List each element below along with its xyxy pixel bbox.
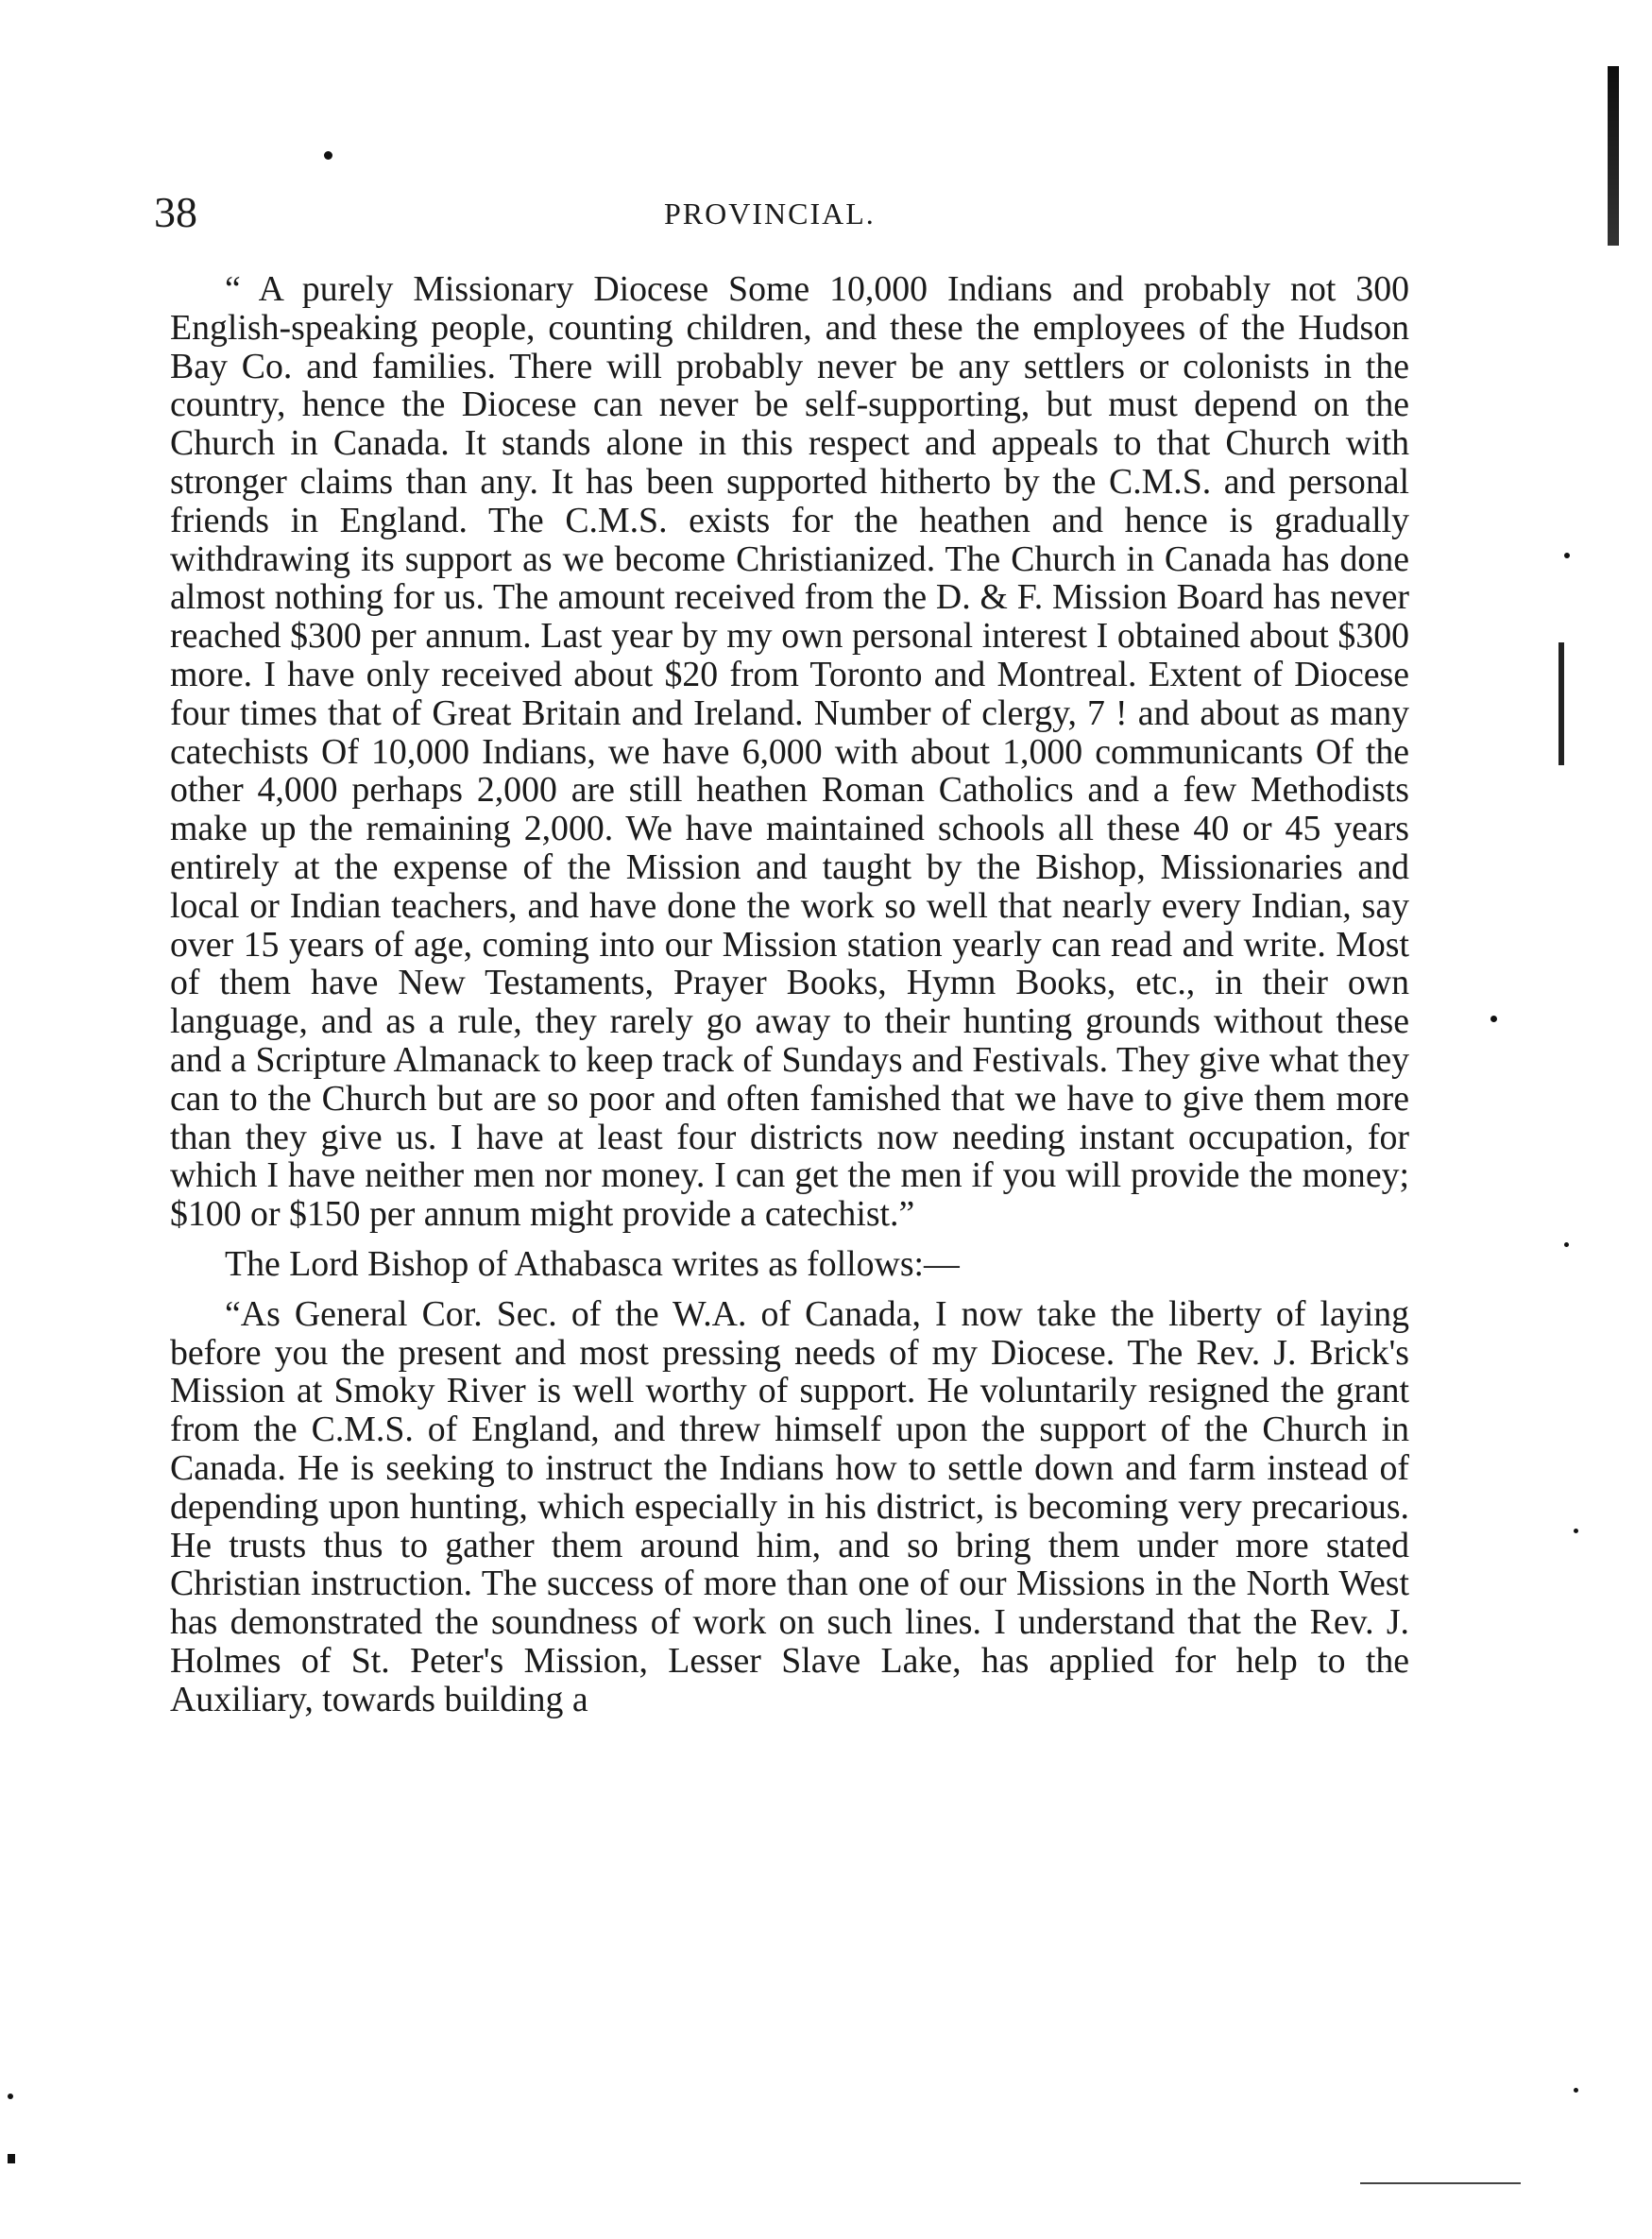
scan-speck <box>8 2094 13 2099</box>
intro-paragraph: The Lord Bishop of Athabasca writes as follows:— <box>225 1243 960 1284</box>
scan-speck <box>324 151 332 160</box>
scan-speck <box>1564 1242 1569 1247</box>
scan-speck <box>1490 1016 1497 1022</box>
scan-edge-mark <box>1360 2182 1521 2184</box>
page-number: 38 <box>154 188 197 236</box>
scan-speck <box>1564 553 1570 558</box>
running-head: PROVINCIAL. <box>664 197 876 231</box>
scan-speck <box>1574 2088 1578 2093</box>
letter-paragraph: “As General Cor. Sec. of the W.A. of Canada, I now take the liberty of laying before you the present and most pressing needs of my Diocese. The Rev. J. Brick's Mission at Smoky River is well worthy of support. He voluntarily resigned the grant from the C.M.S. of England, and threw himself upon the support of the Church in Canada. He is seeking to instruct the Indians how to settle down and farm instead of depending upon hunting, which especially in his district, is becoming very precarious. He trusts thus to gather them around him, and so bring them under more stated Christian instruction. The success of more than one of our Missions in the North West has demonstrated the soundness of work on such lines. I understand that the Rev. J. Holmes of St. Peter's Mission, Lesser Slave Lake, has applied for help to the Auxiliary, towards building a <box>170 1293 1409 1719</box>
scan-speck <box>8 2154 15 2163</box>
scan-edge-mark <box>1558 642 1564 765</box>
letter-paragraph: “ A purely Missionary Diocese Some 10,000 Indians and probably not 300 English-speaking people, counting children, and these the employees of the Hudson Bay Co. and families. There will probably never be any settlers or colonists in the country, hence the Diocese can never be self-supporting, but must depend on the Church in Canada. It stands alone in this respect and appeals to that Church with stronger claims than any. It has been supported hitherto by the C.M.S. and personal friends in England. The C.M.S. exists for the heathen and hence is gradually withdrawing its support as we become Christianized. The Church in Canada has done almost nothing for us. The amount received from the D. & F. Mission Board has never reached $300 per annum. Last year by my own personal interest I obtained about $300 more. I have only received about $20 from Toronto and Montreal. Extent of Diocese four times that of Great Britain and Ireland. Number of clergy, 7 ! and about as many catechists Of 10,000 Indians, we have 6,000 with about 1,000 communicants Of the other 4,000 perhaps 2,000 are still heathen Roman Catholics and a few Methodists make up the remaining 2,000. We have maintained schools all these 40 or 45 years entirely at the expense of the Mission and taught by the Bishop, Missionaries and local or Indian teachers, and have done the work so well that nearly every Indian, say over 15 years of age, coming into our Mission station yearly can read and write. Most of them have New Testaments, Prayer Books, Hymn Books, etc., in their own language, and as a rule, they rarely go away to their hunting grounds without these and a Scripture Almanack to keep track of Sundays and Festivals. They give what they can to the Church but are so poor and often famished that we have to give them more than they give us. I have at least four districts now needing instant occupation, for which I have neither men nor money. I can get the men if you will provide the money; $100 or $150 per annum might provide a catechist.” <box>170 269 1409 1235</box>
page-header <box>154 187 1410 244</box>
scan-speck <box>1574 1529 1578 1533</box>
scan-edge-mark <box>1608 66 1619 246</box>
body-text <box>170 270 1409 1718</box>
